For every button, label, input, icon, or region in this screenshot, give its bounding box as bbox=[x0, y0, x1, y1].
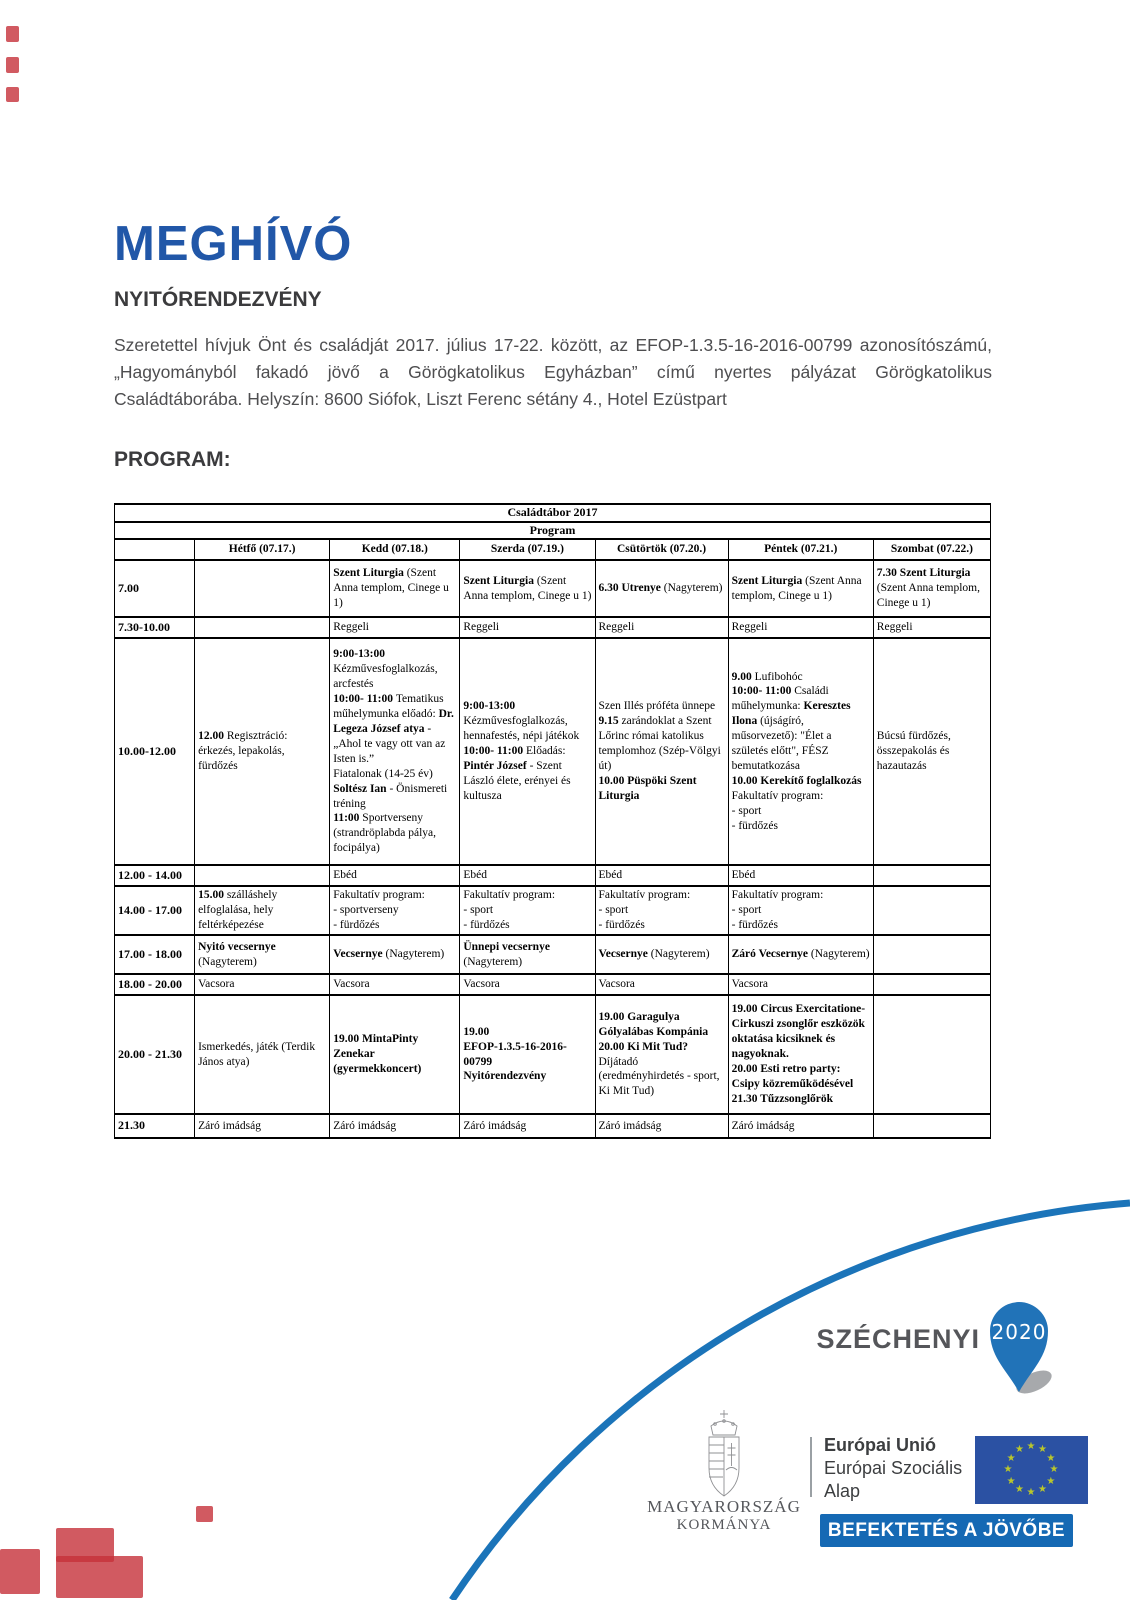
schedule-cell: Záró Vecsernye (Nagyterem) bbox=[728, 935, 873, 974]
schedule-cell: Ebéd bbox=[330, 865, 460, 886]
szechenyi-year-label: 2020 bbox=[991, 1320, 1047, 1344]
red-scan-mark bbox=[6, 57, 19, 73]
red-scan-mark bbox=[6, 87, 19, 102]
schedule-cell: 19.00 Circus Exercitatione- Cirkuszi zsonglőr eszközök oktatása kicsiknek és nagyoknak. 20.00 Esti retro party: Csipy közreműködésével 21.30 Tűzzsonglőrök bbox=[728, 995, 873, 1114]
schedule-cell: Reggeli bbox=[873, 617, 990, 638]
schedule-cell: Szent Liturgia (Szent Anna templom, Cinege u 1) bbox=[728, 560, 873, 617]
schedule-cell bbox=[873, 974, 990, 995]
red-scan-mark bbox=[6, 26, 19, 42]
eu-star-icon: ★ bbox=[1006, 1475, 1016, 1487]
schedule-cell: Fakultatív program: - sport - fürdőzés bbox=[728, 886, 873, 935]
day-header-cell: Csütörtök (07.20.) bbox=[595, 539, 728, 560]
schedule-cell bbox=[195, 560, 330, 617]
schedule-cell: Záró imádság bbox=[595, 1114, 728, 1138]
eu-star-icon: ★ bbox=[1006, 1452, 1016, 1464]
schedule-cell: Záró imádság bbox=[728, 1114, 873, 1138]
schedule-cell: Záró imádság bbox=[460, 1114, 595, 1138]
schedule-cell: Fakultatív program: - sport - fürdőzés bbox=[460, 886, 595, 935]
schedule-cell: Ebéd bbox=[595, 865, 728, 886]
schedule-cell: 19.00 EFOP-1.3.5-16-2016-00799 Nyitórendezvény bbox=[460, 995, 595, 1114]
schedule-cell bbox=[873, 935, 990, 974]
eu-star-icon: ★ bbox=[1003, 1464, 1013, 1475]
hungary-coat-of-arms-icon bbox=[698, 1408, 750, 1505]
eu-divider-line bbox=[810, 1437, 812, 1497]
schedule-cell: Záró imádság bbox=[195, 1114, 330, 1138]
schedule-cell bbox=[873, 1114, 990, 1138]
schedule-cell bbox=[873, 865, 990, 886]
eu-star-icon: ★ bbox=[1015, 1444, 1024, 1456]
red-scan-mark bbox=[56, 1556, 143, 1598]
day-header-cell: Kedd (07.18.) bbox=[330, 539, 460, 560]
schedule-cell: 19.00 MintaPinty Zenekar (gyermekkoncert) bbox=[330, 995, 460, 1114]
eu-star-icon: ★ bbox=[1046, 1475, 1056, 1487]
schedule-cell bbox=[873, 995, 990, 1114]
investment-banner: BEFEKTETÉS A JÖVŐBE bbox=[820, 1514, 1073, 1547]
eu-star-icon: ★ bbox=[1026, 1441, 1036, 1452]
eu-star-icon: ★ bbox=[1046, 1452, 1056, 1464]
schedule-cell bbox=[195, 617, 330, 638]
schedule-cell bbox=[873, 886, 990, 935]
eu-line3: Alap bbox=[824, 1481, 861, 1501]
szechenyi-pin-icon bbox=[986, 1298, 1058, 1403]
schedule-cell: Reggeli bbox=[330, 617, 460, 638]
day-header-cell: Péntek (07.21.) bbox=[728, 539, 873, 560]
program-heading: PROGRAM: bbox=[114, 448, 231, 471]
schedule-cell: Búcsú fürdőzés, összepakolás és hazautazás bbox=[873, 638, 990, 865]
schedule-cell: Ebéd bbox=[728, 865, 873, 886]
schedule-cell: Ünnepi vecsernye (Nagyterem) bbox=[460, 935, 595, 974]
eu-star-icon: ★ bbox=[1038, 1444, 1047, 1456]
table-body bbox=[115, 560, 991, 1138]
schedule-cell: Záró imádság bbox=[330, 1114, 460, 1138]
schedule-cell: Ebéd bbox=[460, 865, 595, 886]
schedule-cell: 9:00-13:00 Kézművesfoglalkozás, arcfestés 10:00- 11:00 Tematikus műhelymunka előadó: Dr. Legeza József atya - „Ahol te vagy ott van az Isten is.” Fiatalonak (14-25 év) Soltész Ian - Önismereti tréning 11:00 Sportverseny (strandröplabda pálya, focipálya) bbox=[330, 638, 460, 865]
schedule-cell: Vecsernye (Nagyterem) bbox=[330, 935, 460, 974]
eu-star-icon: ★ bbox=[1026, 1487, 1036, 1498]
day-header-cell: Hétfő (07.17.) bbox=[195, 539, 330, 560]
table-head bbox=[115, 504, 991, 560]
schedule-cell: 6.30 Utrenye (Nagyterem) bbox=[595, 560, 728, 617]
red-scan-mark bbox=[196, 1506, 213, 1522]
time-cell: 12.00 - 14.00 bbox=[115, 865, 195, 886]
time-cell: 18.00 - 20.00 bbox=[115, 974, 195, 995]
page-title: MEGHÍVÓ bbox=[114, 217, 353, 271]
schedule-cell: Vacsora bbox=[330, 974, 460, 995]
schedule-cell: Fakultatív program: - sportverseny - fürdőzés bbox=[330, 886, 460, 935]
table-title: Családtábor 2017 bbox=[115, 504, 991, 522]
day-header-cell bbox=[115, 539, 195, 560]
schedule-cell: 7.30 Szent Liturgia (Szent Anna templom, Cinege u 1) bbox=[873, 560, 990, 617]
red-scan-mark bbox=[0, 1549, 40, 1594]
program-table bbox=[114, 503, 991, 1139]
table-subtitle: Program bbox=[115, 522, 991, 540]
schedule-cell: Vecsernye (Nagyterem) bbox=[595, 935, 728, 974]
schedule-cell: Fakultatív program: - sport - fürdőzés bbox=[595, 886, 728, 935]
eu-fund-label bbox=[824, 1434, 962, 1503]
day-header-cell: Szombat (07.22.) bbox=[873, 539, 990, 560]
schedule-cell: Nyitó vecsernye (Nagyterem) bbox=[195, 935, 330, 974]
schedule-cell bbox=[195, 865, 330, 886]
eu-flag bbox=[975, 1436, 1088, 1504]
page-subtitle: NYITÓRENDEZVÉNY bbox=[114, 288, 322, 311]
schedule-cell: Vacsora bbox=[195, 974, 330, 995]
government-line1: MAGYARORSZÁG bbox=[647, 1497, 801, 1516]
schedule-cell: 9.00 Lufibohóc 10:00- 11:00 Családi műhelymunka: Keresztes Ilona (újságíró, műsorvezető): "Élet a születés előtt", FÉSZ bemutatkozása 10.00 Kerekítő foglalkozás Fakultatív program: - sport - fürdőzés bbox=[728, 638, 873, 865]
schedule-cell: 15.00 szálláshely elfoglalása, hely feltérképezése bbox=[195, 886, 330, 935]
szechenyi-logo-text: SZÉCHENYI bbox=[816, 1324, 980, 1354]
eu-star-icon: ★ bbox=[1038, 1483, 1047, 1495]
eu-line1: Európai Unió bbox=[824, 1435, 936, 1455]
government-line2: KORMÁNYA bbox=[676, 1517, 772, 1533]
day-header-cell: Szerda (07.19.) bbox=[460, 539, 595, 560]
time-cell: 17.00 - 18.00 bbox=[115, 935, 195, 974]
time-cell: 7.00 bbox=[115, 560, 195, 617]
schedule-cell: Vacsora bbox=[460, 974, 595, 995]
schedule-cell: Reggeli bbox=[728, 617, 873, 638]
time-cell: 14.00 - 17.00 bbox=[115, 886, 195, 935]
schedule-cell: Vacsora bbox=[595, 974, 728, 995]
eu-star-icon: ★ bbox=[1049, 1464, 1059, 1475]
time-cell: 10.00-12.00 bbox=[115, 638, 195, 865]
time-cell: 7.30-10.00 bbox=[115, 617, 195, 638]
schedule-cell: Szent Liturgia (Szent Anna templom, Cinege u 1) bbox=[330, 560, 460, 617]
schedule-cell: Reggeli bbox=[595, 617, 728, 638]
schedule-cell: Szent Liturgia (Szent Anna templom, Cinege u 1) bbox=[460, 560, 595, 617]
schedule-cell: Reggeli bbox=[460, 617, 595, 638]
government-label bbox=[638, 1497, 810, 1534]
schedule-cell: 12.00 Regisztráció: érkezés, lepakolás, fürdőzés bbox=[195, 638, 330, 865]
eu-star-icon: ★ bbox=[1015, 1483, 1024, 1495]
time-cell: 21.30 bbox=[115, 1114, 195, 1138]
eu-line2: Európai Szociális bbox=[824, 1458, 963, 1478]
schedule-cell: 19.00 Garagulya Gólyalábas Kompánia 20.00 Ki Mit Tud? Díjátadó (eredményhirdetés - sport, Ki Mit Tud) bbox=[595, 995, 728, 1114]
time-cell: 20.00 - 21.30 bbox=[115, 995, 195, 1114]
schedule-cell: Vacsora bbox=[728, 974, 873, 995]
schedule-cell: 9:00-13:00 Kézművesfoglalkozás, hennafestés, népi játékok 10:00- 11:00 Előadás: Pintér József - Szent László élete, erényei és kultusza bbox=[460, 638, 595, 865]
schedule-cell: Ismerkedés, játék (Terdik János atya) bbox=[195, 995, 330, 1114]
program-table-wrapper bbox=[114, 503, 991, 1139]
intro-paragraph: Szeretettel hívjuk Önt és családját 2017. július 17-22. között, az EFOP-1.3.5-16-2016-00799 azonosítószámú, „Hagyományból fakadó jövő a Görögkatolikus Egyházban” című nyertes pályázat Görögkatolikus Családtáborába. Helyszín: 8600 Siófok, Liszt Ferenc sétány 4., Hotel Ezüstpart bbox=[114, 335, 992, 409]
schedule-cell: Szen Illés próféta ünnepe 9.15 zarándoklat a Szent Lőrinc római katolikus templomhoz (Szép-Völgyi út) 10.00 Püspöki Szent Liturgia bbox=[595, 638, 728, 865]
